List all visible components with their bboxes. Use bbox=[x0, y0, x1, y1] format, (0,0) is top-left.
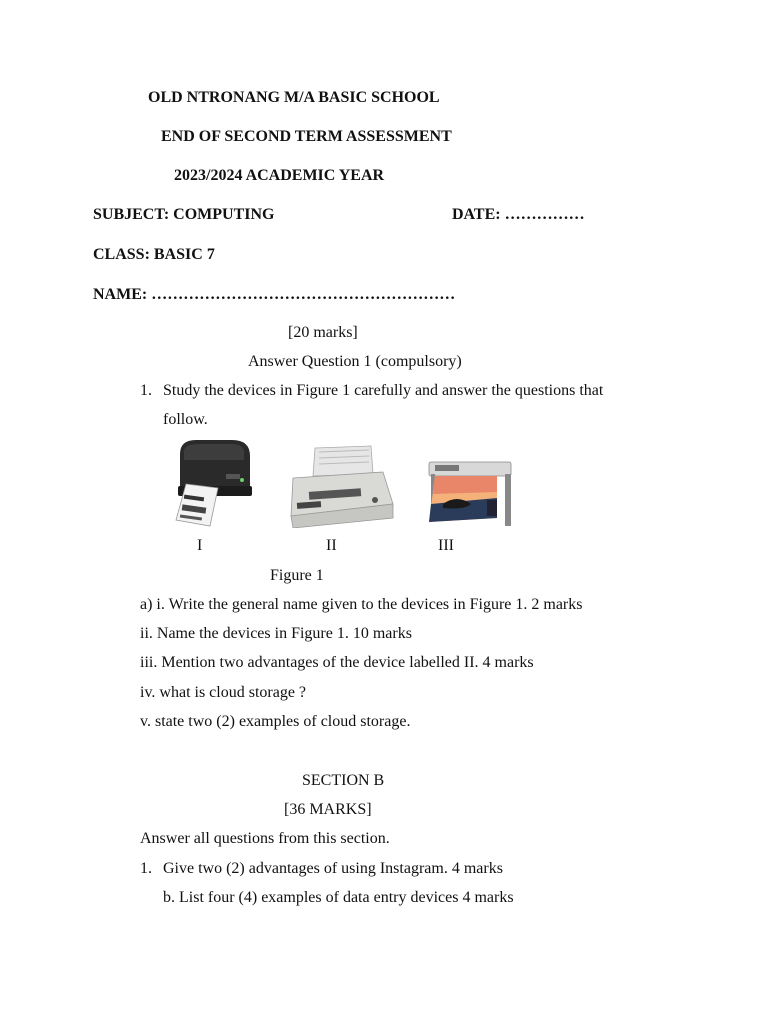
figure-label-ii: II bbox=[326, 537, 337, 554]
name-line: NAME: ………………………………………………… bbox=[93, 286, 456, 303]
section-b-question-1-number: 1. bbox=[140, 860, 152, 877]
school-name: OLD NTRONANG M/A BASIC SCHOOL bbox=[148, 89, 440, 106]
assessment-title: END OF SECOND TERM ASSESSMENT bbox=[161, 128, 452, 145]
academic-year: 2023/2024 ACADEMIC YEAR bbox=[174, 167, 385, 184]
subject-line: SUBJECT: COMPUTING bbox=[93, 206, 275, 223]
figure-caption: Figure 1 bbox=[270, 567, 324, 584]
class-line: CLASS: BASIC 7 bbox=[93, 246, 215, 263]
section-a-instruction: Answer Question 1 (compulsory) bbox=[248, 353, 462, 370]
question-iv: iv. what is cloud storage ? bbox=[140, 684, 307, 701]
dot-matrix-printer-icon bbox=[285, 444, 395, 528]
question-iii: iii. Mention two advantages of the device labelled II. 4 marks bbox=[140, 654, 534, 671]
question-v: v. state two (2) examples of cloud storage. bbox=[140, 713, 411, 730]
large-format-printer-icon bbox=[425, 460, 517, 528]
question-ii: ii. Name the devices in Figure 1. 10 marks bbox=[140, 625, 412, 642]
label-printer-icon bbox=[166, 436, 254, 528]
question-1-text-cont: follow. bbox=[163, 411, 208, 428]
section-b-instruction: Answer all questions from this section. bbox=[140, 830, 390, 847]
question-1-text: Study the devices in Figure 1 carefully and answer the questions that bbox=[163, 382, 604, 399]
section-b-title: SECTION B bbox=[302, 772, 385, 789]
question-1-number: 1. bbox=[140, 382, 152, 399]
section-a-marks: [20 marks] bbox=[288, 324, 358, 341]
figure-label-iii: III bbox=[438, 537, 454, 554]
section-b-question-1b: b. List four (4) examples of data entry devices 4 marks bbox=[163, 889, 514, 906]
section-b-marks: [36 MARKS] bbox=[284, 801, 372, 818]
question-a-i: a) i. Write the general name given to the devices in Figure 1. 2 marks bbox=[140, 596, 583, 613]
figure-label-i: I bbox=[197, 537, 203, 554]
date-line: DATE: …………… bbox=[452, 206, 585, 223]
section-b-question-1: Give two (2) advantages of using Instagram. 4 marks bbox=[163, 860, 503, 877]
